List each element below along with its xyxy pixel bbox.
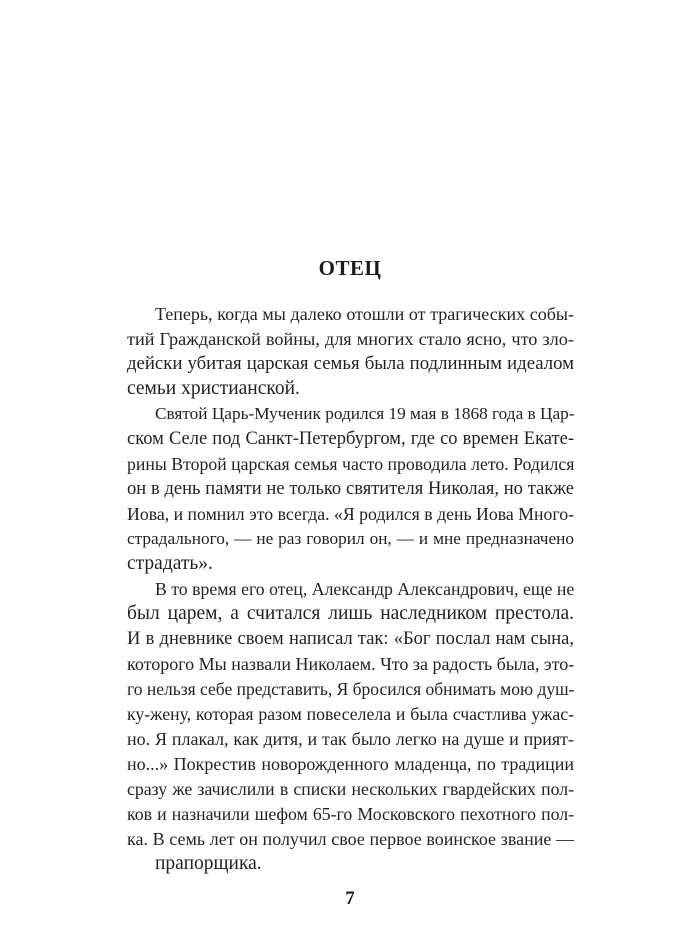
text-line: ка. В семь лет он получил свое первое воинское звание — [127,829,574,849]
text-line: страдального, — не раз говорил он, — и мне предназначено [127,529,574,548]
page-number: 7 [345,888,355,909]
text-line: но. Я плакал, как дитя, и так было легко на душе и прият- [127,729,574,749]
text-line: которого Мы назвали Николаем. Что за радость была, это- [127,654,575,674]
text-line: Теперь, когда мы далеко отошли от трагических собы- [155,304,574,324]
text-line: страдать». [127,553,213,574]
text-line: дейски убитая царская семья была подлинным идеалом [127,353,574,374]
text-line: Святой Царь-Мученик родился 19 мая в 1868 года в Цар- [155,404,575,423]
text-line: И в дневнике своем написал так: «Бог послал нам сына, [127,629,574,649]
text-line: был царем, а считался лишь наследником престола. [127,603,574,624]
text-line: Иова, и помнил это всегда. «Я родился в день Иова Много- [127,504,574,524]
text-line: ском Селе под Санкт-Петербургом, где со времен Екате- [127,429,574,449]
text-line: семьи христианской. [127,378,300,399]
chapter-title: ОТЕЦ [318,256,382,280]
text-line: ку-жену, которая разом повеселела и была счастлива ужас- [127,704,574,724]
text-line: тий Гражданской войны, для многих стало ясно, что зло- [127,329,574,349]
text-line: В то время его отец, Александр Александрович, еще не [155,579,575,599]
text-line: прапорщика. [155,853,262,874]
text-line: рины Второй царская семья часто проводила лето. Родился [127,454,575,474]
text-line: ков и назначили шефом 65-го Московского пехотного пол- [127,804,574,824]
text-line: го нельзя себе представить, Я бросился обнимать мою душ- [127,679,575,699]
text-line: сразу же зачислили в списки нескольких гвардейских пол- [127,779,574,799]
text-line: он в день памяти не только святителя Николая, но также [127,479,574,499]
text-line: но...» Покрестив новорожденного младенца, по традиции [127,754,574,774]
